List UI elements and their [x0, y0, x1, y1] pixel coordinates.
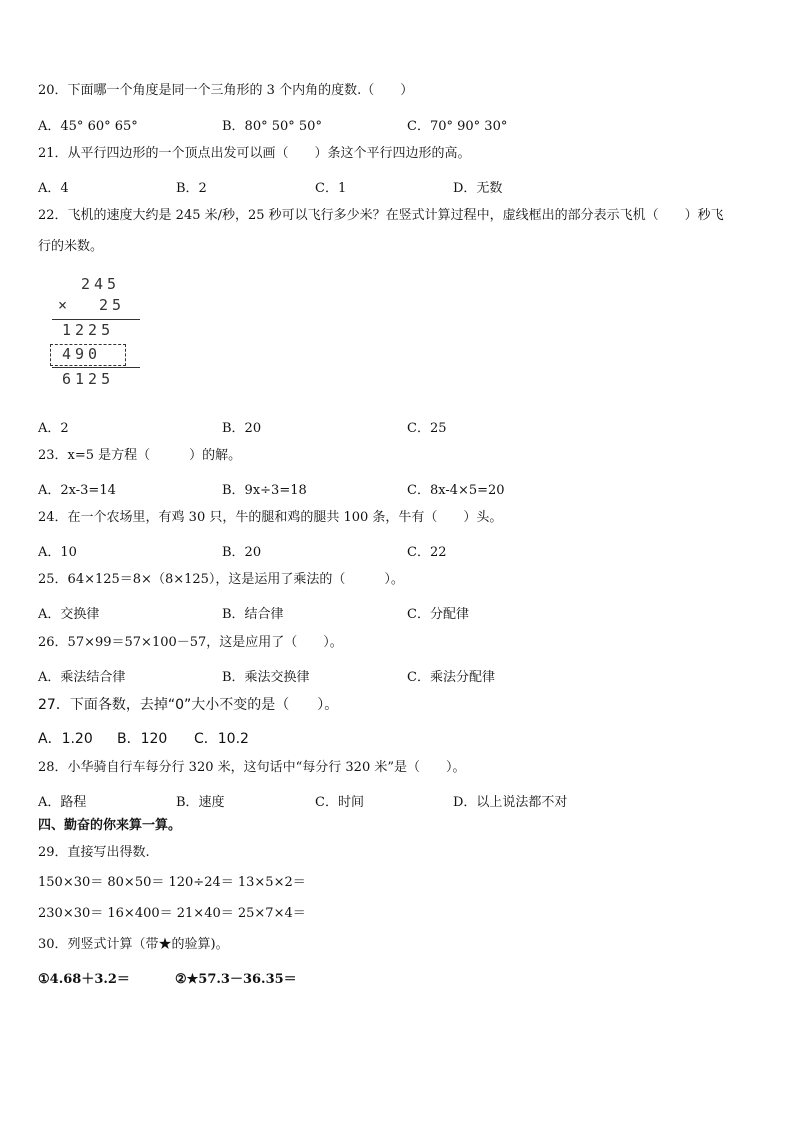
option-a: A．45° 60° 65°: [38, 119, 138, 134]
option-a: A．交换律: [38, 607, 100, 622]
calc-partial-1: 1225: [62, 321, 115, 339]
calc-result: 6125: [62, 370, 115, 388]
option-b: B．结合律: [222, 607, 284, 622]
option-c: C．分配律: [407, 607, 469, 622]
question-30-item-1: ①4.68＋3.2＝: [38, 972, 130, 987]
calc-partial-2: 490: [62, 345, 102, 363]
question-22-line2: 行的米数。: [38, 239, 104, 254]
option-a: A．路程: [38, 795, 87, 810]
option-c: C．1: [315, 181, 347, 196]
question-25: 25．64×125＝8×（8×125），这是运用了乘法的（ ）。: [38, 572, 404, 587]
calc-rule-2: [52, 367, 140, 368]
question-22-line1: 22．飞机的速度大约是 245 米/秒，25 秒可以飞行多少米？在竖式计算过程中，虚线框出的部分表示飞机（ ）秒飞: [38, 208, 724, 223]
option-c: C．70° 90° 30°: [407, 119, 508, 134]
option-b: B．20: [222, 545, 262, 560]
question-23: 23．x=5 是方程（ ）的解。: [38, 448, 242, 463]
question-30: 30．列竖式计算（带★的验算)。: [38, 937, 229, 952]
question-20-options: [38, 115, 758, 134]
option-b: B．20: [222, 421, 262, 436]
question-26-options: [38, 666, 758, 685]
calc-times-sign: ×: [58, 296, 68, 314]
option-d: D．无数: [453, 181, 503, 196]
option-c: C．25: [407, 421, 447, 436]
question-30-items: [38, 968, 758, 987]
question-29: 29．直接写出得数.: [38, 845, 150, 860]
option-c: C．10.2: [194, 731, 249, 747]
section-title: 四、勤奋的你来算一算。: [38, 818, 182, 833]
option-c: C．8x-4×5=20: [407, 483, 505, 498]
question-24-options: [38, 541, 758, 560]
option-a: A．10: [38, 545, 77, 560]
question-21-options: [38, 177, 758, 196]
option-a: A．乘法结合律: [38, 670, 126, 685]
question-24: 24．在一个农场里，有鸡 30 只，牛的腿和鸡的腿共 100 条，牛有（ ）头。: [38, 510, 503, 525]
option-c: C．22: [407, 545, 447, 560]
question-20: 20．下面哪一个角度是同一个三角形的 3 个内角的度数.（ ）: [38, 83, 414, 98]
option-d: D．以上说法都不对: [453, 795, 568, 810]
option-c: C．乘法分配律: [407, 670, 495, 685]
question-27: 27．下面各数，去掉“0”大小不变的是（ ）。: [38, 697, 339, 713]
calc-multiplier: 25: [99, 296, 126, 314]
option-b: B．速度: [176, 795, 225, 810]
option-b: B．9x÷3=18: [222, 483, 307, 498]
calc-multiplicand: 245: [81, 275, 121, 293]
option-a: A．2: [38, 421, 69, 436]
question-21: 21．从平行四边形的一个顶点出发可以画（ ）条这个平行四边形的高。: [38, 146, 471, 161]
option-b: B．2: [176, 181, 207, 196]
option-b: B．120: [117, 731, 168, 747]
vertical-calculation: [48, 275, 148, 390]
option-b: B．80° 50° 50°: [222, 119, 322, 134]
option-c: C．时间: [315, 795, 364, 810]
option-a: A．4: [38, 181, 69, 196]
question-28: 28．小华骑自行车每分行 320 米，这句话中“每分行 320 米”是（ ）。: [38, 760, 466, 775]
calc-rule-1: [52, 319, 140, 320]
option-a: A．1.20: [38, 731, 93, 747]
question-30-item-2: ②★57.3－36.35＝: [175, 972, 297, 987]
question-22-options: [38, 417, 758, 436]
question-26: 26．57×99＝57×100－57，这是应用了（ ）。: [38, 635, 343, 650]
question-28-options: [38, 791, 758, 810]
option-b: B．乘法交换律: [222, 670, 310, 685]
option-a: A．2x-3=14: [38, 483, 116, 498]
question-29-row-2: 230×30＝ 16×400＝ 21×40＝ 25×7×4＝: [38, 906, 306, 921]
question-29-row-1: 150×30＝ 80×50＝ 120÷24＝ 13×5×2＝: [38, 875, 306, 890]
question-23-options: [38, 479, 758, 498]
question-27-options: [38, 728, 758, 747]
question-25-options: [38, 603, 758, 622]
